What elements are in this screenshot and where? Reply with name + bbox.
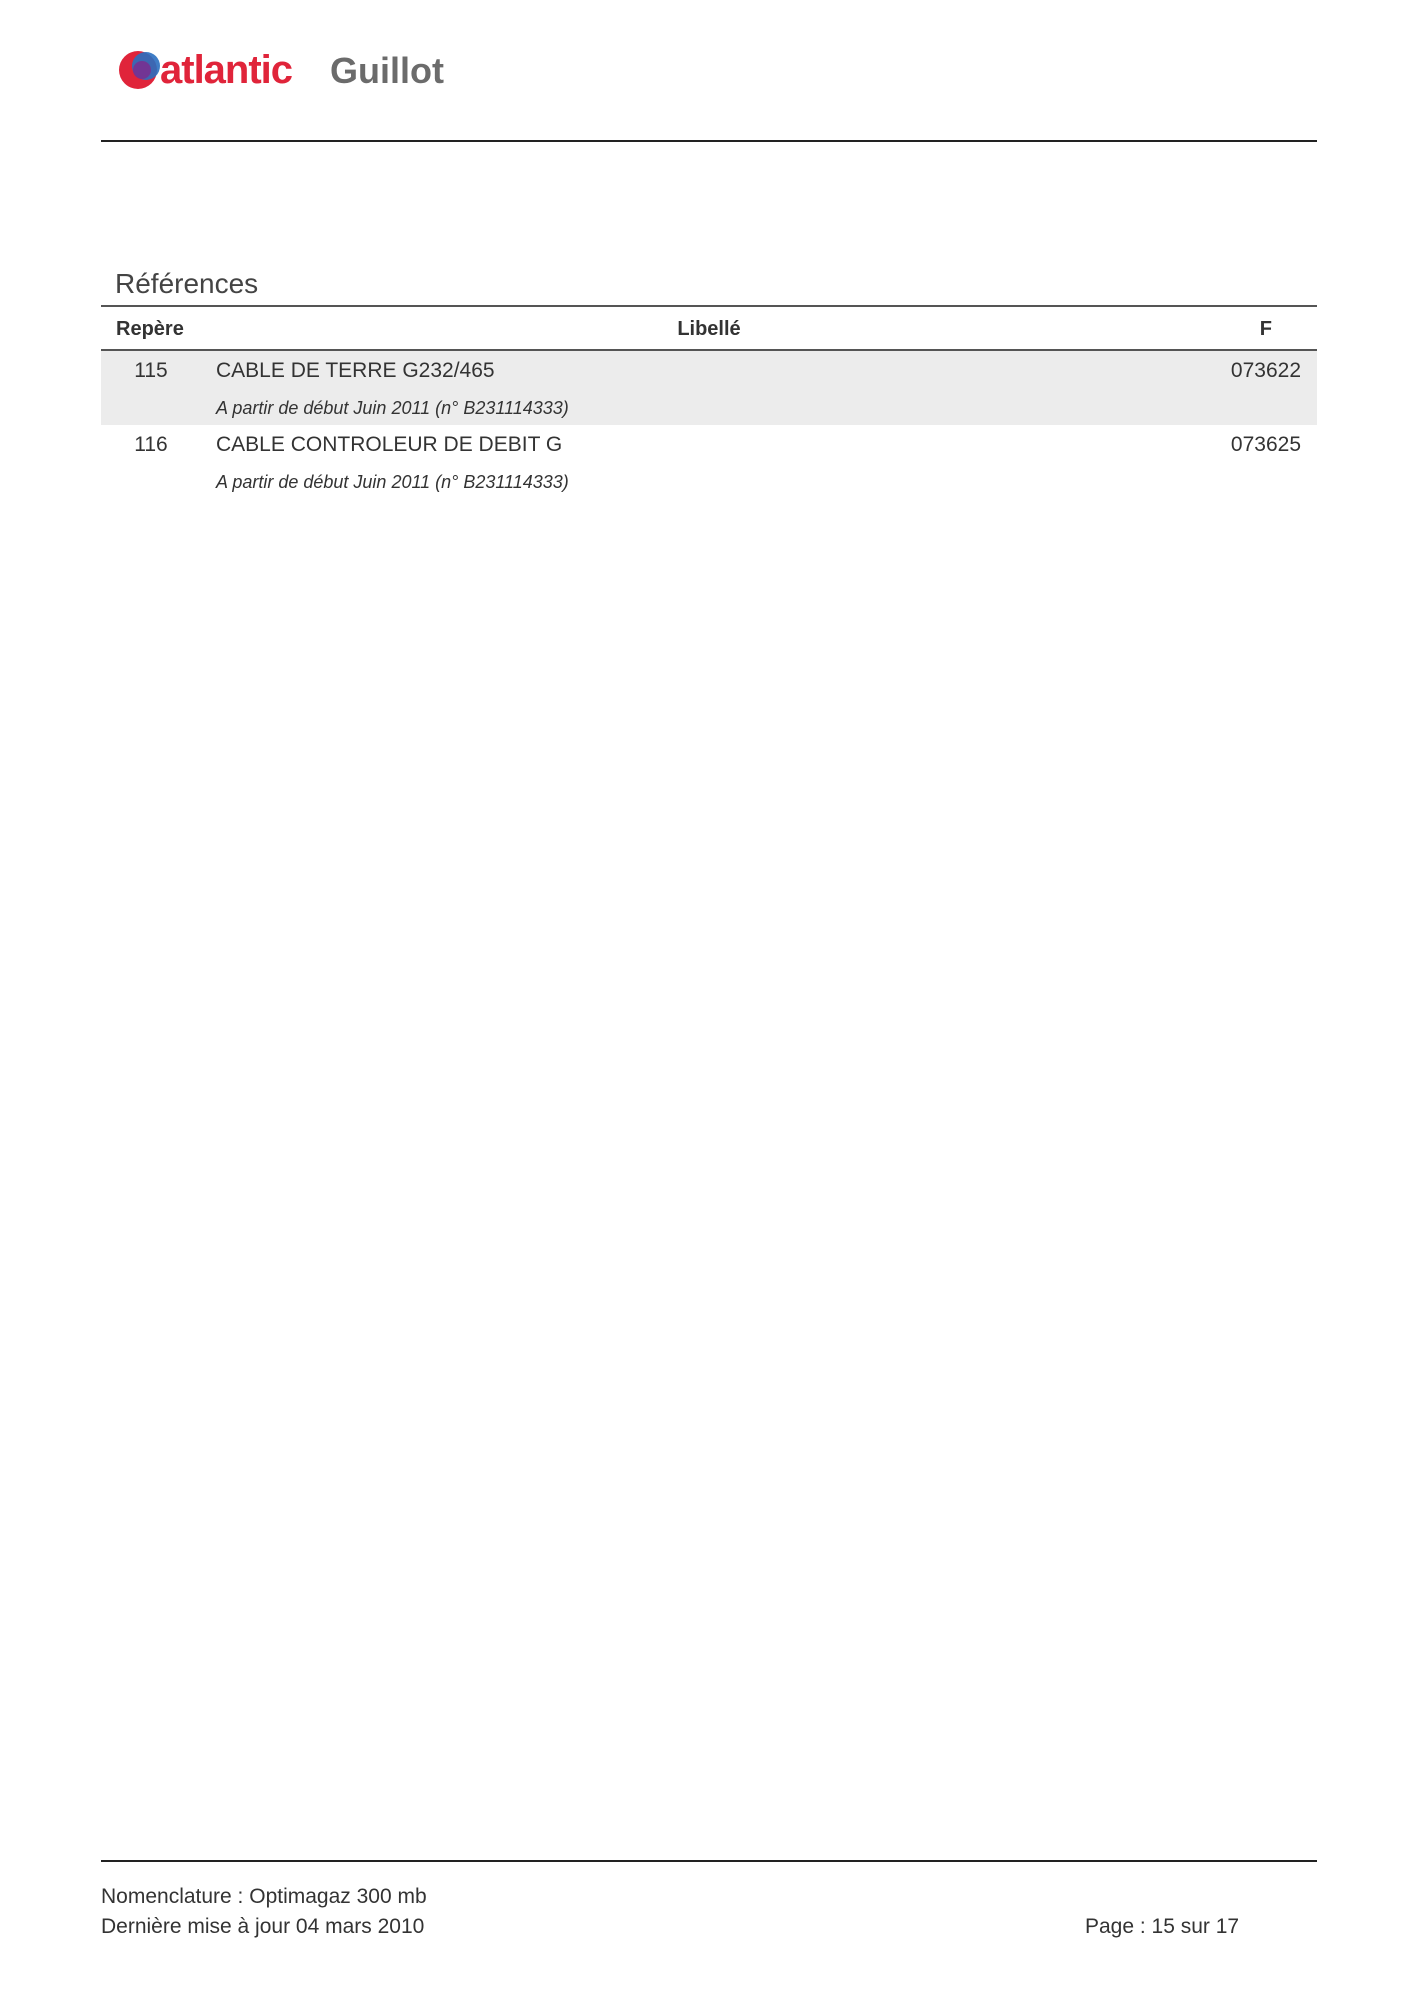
table-row bbox=[101, 425, 1317, 499]
column-header-libelle: Libellé bbox=[677, 318, 741, 340]
footer-divider bbox=[101, 1860, 1317, 1862]
svg-text:Guillot: Guillot bbox=[330, 50, 444, 91]
page-number: Page : 15 sur 17 bbox=[1085, 1915, 1240, 1938]
row-libelle: CABLE DE TERRE G232/465 bbox=[216, 359, 495, 382]
row-libelle: CABLE CONTROLEUR DE DEBIT G bbox=[216, 433, 563, 456]
column-header-ref: F bbox=[1259, 318, 1272, 340]
svg-text:atlantic: atlantic bbox=[160, 48, 293, 92]
row-repere: 116 bbox=[134, 433, 168, 456]
row-reference: 073622 bbox=[1230, 359, 1301, 382]
row-note: A partir de début Juin 2011 (n° B231114333) bbox=[216, 398, 569, 418]
footer-last-update: Dernière mise à jour 04 mars 2010 bbox=[101, 1915, 425, 1938]
references-table bbox=[101, 305, 1317, 499]
table-row bbox=[101, 351, 1317, 425]
row-note: A partir de début Juin 2011 (n° B231114333) bbox=[216, 472, 569, 492]
header-divider bbox=[101, 140, 1317, 142]
row-repere: 115 bbox=[134, 359, 168, 382]
section-title: Références bbox=[115, 268, 259, 299]
logo-mark-icon bbox=[119, 51, 160, 89]
brand-logo bbox=[116, 42, 496, 98]
column-header-repere: Repère bbox=[116, 318, 184, 340]
table-header bbox=[101, 305, 1317, 351]
row-reference: 073625 bbox=[1230, 433, 1301, 456]
footer-nomenclature: Nomenclature : Optimagaz 300 mb bbox=[101, 1885, 427, 1908]
